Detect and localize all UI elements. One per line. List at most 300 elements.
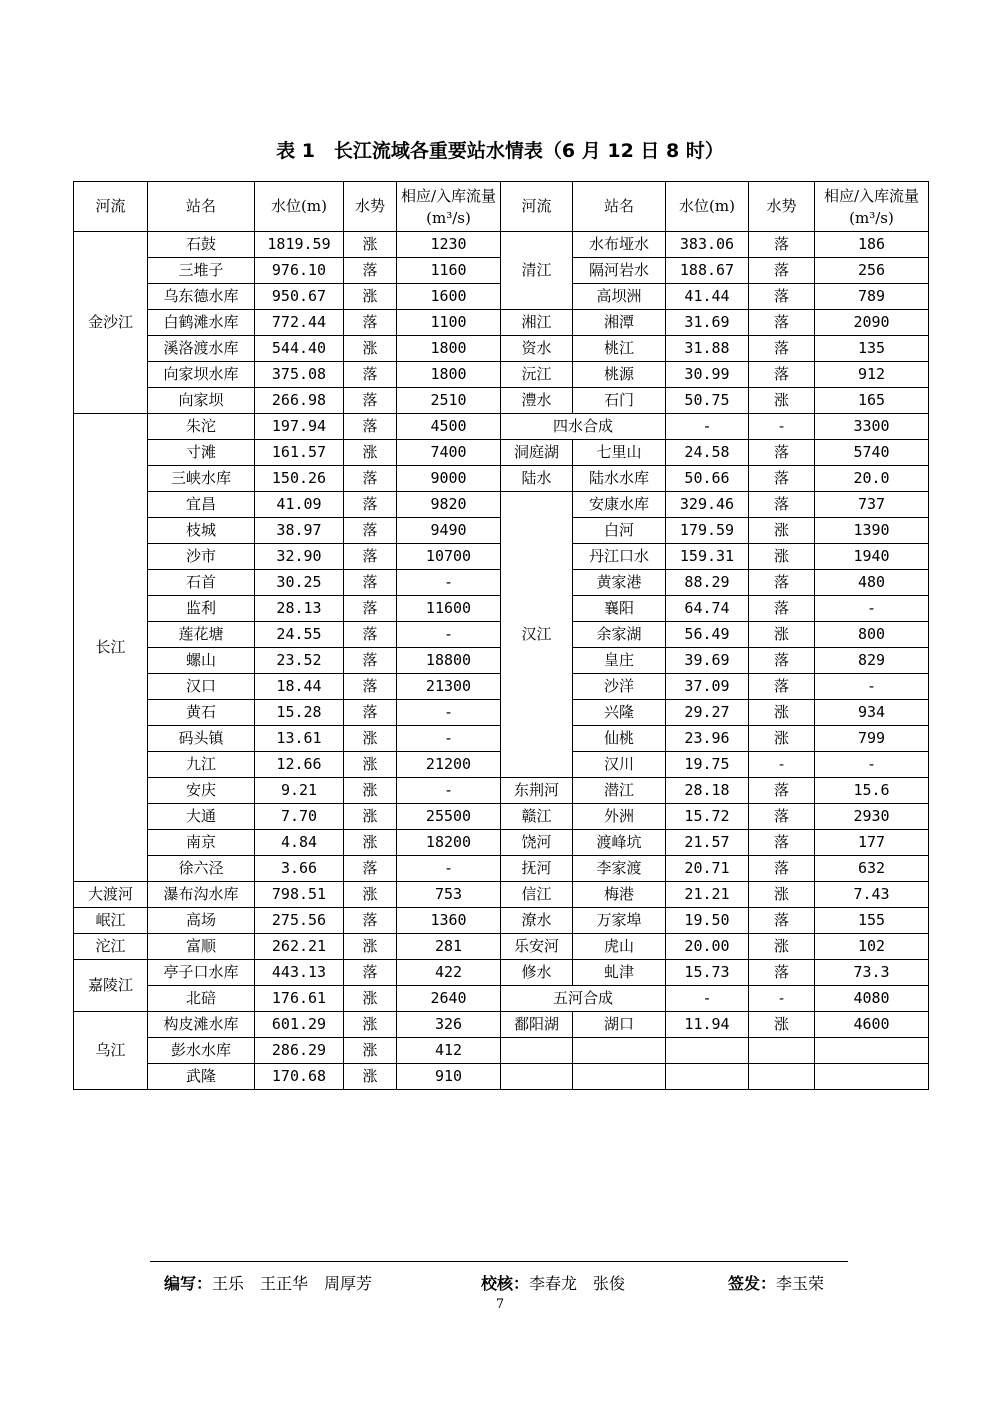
flow-value: 910 [397,1064,501,1090]
water-level: 159.31 [666,544,749,570]
station-name: 向家坝水库 [148,362,255,388]
flow-value: 2090 [815,310,929,336]
flow-value: - [397,570,501,596]
header-flow-right: 相应/入库流量(m³/s) [815,182,929,232]
station-name: 亭子口水库 [148,960,255,986]
station-name: 湘潭 [573,310,666,336]
water-trend: 落 [749,336,815,362]
table-row [74,1012,929,1038]
header-level-right: 水位(m) [666,182,749,232]
table-row [74,1064,929,1090]
water-trend: 涨 [344,752,397,778]
flow-value: - [397,778,501,804]
checker-names: 李春龙 张俊 [529,1274,626,1293]
water-level: 976.10 [255,258,344,284]
station-name: 梅港 [573,882,666,908]
water-level: 3.66 [255,856,344,882]
water-trend: 涨 [344,934,397,960]
header-flow-left: 相应/入库流量(m³/s) [397,182,501,232]
water-level: 544.40 [255,336,344,362]
river-name-left: 岷江 [74,908,148,934]
water-level: 188.67 [666,258,749,284]
water-level: 383.06 [666,232,749,258]
water-trend: 落 [749,856,815,882]
water-level: 50.66 [666,466,749,492]
station-name: 徐六泾 [148,856,255,882]
water-level: 23.96 [666,726,749,752]
flow-value: 2510 [397,388,501,414]
river-name-right: 资水 [501,336,573,362]
station-name: 武隆 [148,1064,255,1090]
water-trend: 涨 [749,1012,815,1038]
flow-value: 186 [815,232,929,258]
issuer-name: 李玉荣 [776,1274,825,1293]
river-name-right: 抚河 [501,856,573,882]
water-level: 31.69 [666,310,749,336]
water-trend: 落 [344,258,397,284]
footer-issuer [728,1271,824,1294]
water-level: 329.46 [666,492,749,518]
station-name: 沙市 [148,544,255,570]
water-trend: 落 [344,388,397,414]
header-river-left: 河流 [74,182,148,232]
water-trend: 落 [749,284,815,310]
station-name: 汉川 [573,752,666,778]
river-name-right [501,1064,573,1090]
table-row [74,960,929,986]
water-level: 50.75 [666,388,749,414]
river-name-right: 澧水 [501,388,573,414]
river-name-right: 东荆河 [501,778,573,804]
flow-value: 2930 [815,804,929,830]
flow-value: 21200 [397,752,501,778]
water-level: 56.49 [666,622,749,648]
water-level: 28.13 [255,596,344,622]
flow-value: 11600 [397,596,501,622]
water-trend: 落 [749,362,815,388]
water-trend: 落 [344,700,397,726]
header-trend-left: 水势 [344,182,397,232]
table-row [74,232,929,258]
water-trend: 涨 [344,336,397,362]
water-level: 37.09 [666,674,749,700]
flow-value: 326 [397,1012,501,1038]
table-row [74,986,929,1012]
water-trend: 涨 [344,882,397,908]
table-row [74,466,929,492]
water-level: 30.99 [666,362,749,388]
river-name-left: 乌江 [74,1012,148,1090]
flow-value: 9820 [397,492,501,518]
flow-value: 21300 [397,674,501,700]
water-trend: 落 [749,492,815,518]
station-name: 七里山 [573,440,666,466]
flow-value: - [815,674,929,700]
station-name: 虬津 [573,960,666,986]
flow-value: 912 [815,362,929,388]
flow-value: 422 [397,960,501,986]
water-level: 798.51 [255,882,344,908]
water-trend: 落 [344,492,397,518]
flow-value: 1600 [397,284,501,310]
station-name: 汉口 [148,674,255,700]
water-level: 28.18 [666,778,749,804]
footer-checkers [481,1271,625,1294]
river-name-right: 鄱阳湖 [501,1012,573,1038]
station-name: 螺山 [148,648,255,674]
river-name-right: 修水 [501,960,573,986]
water-level: 30.25 [255,570,344,596]
water-level: 38.97 [255,518,344,544]
water-trend: 涨 [344,986,397,1012]
water-level: 39.69 [666,648,749,674]
water-trend: 落 [344,622,397,648]
flow-value: 25500 [397,804,501,830]
water-level: 7.70 [255,804,344,830]
flow-value: 934 [815,700,929,726]
water-trend: 涨 [344,232,397,258]
table-row [74,414,929,440]
flow-value: 7400 [397,440,501,466]
flow-value: - [815,596,929,622]
station-name: 三堆子 [148,258,255,284]
water-level: 179.59 [666,518,749,544]
water-level: 31.88 [666,336,749,362]
table-row [74,492,929,518]
table-header-row [74,182,929,232]
water-trend: 落 [749,648,815,674]
station-name: 兴隆 [573,700,666,726]
water-level [666,1064,749,1090]
water-level: 275.56 [255,908,344,934]
water-trend: 涨 [749,518,815,544]
water-trend: 涨 [344,778,397,804]
water-trend: 涨 [344,440,397,466]
water-level: 41.44 [666,284,749,310]
station-name: 潜江 [573,778,666,804]
flow-value: 5740 [815,440,929,466]
flow-value: 789 [815,284,929,310]
river-name-right: 赣江 [501,804,573,830]
table-row [74,934,929,960]
flow-value: 1800 [397,336,501,362]
station-name: 富顺 [148,934,255,960]
water-trend: 落 [749,674,815,700]
water-level: 15.28 [255,700,344,726]
water-level: 29.27 [666,700,749,726]
flow-value: 1160 [397,258,501,284]
table-row [74,804,929,830]
water-level: 1819.59 [255,232,344,258]
station-name: 李家渡 [573,856,666,882]
flow-value: 20.0 [815,466,929,492]
station-name: 皇庄 [573,648,666,674]
table-row [74,1038,929,1064]
water-trend: 落 [344,908,397,934]
flow-value: 753 [397,882,501,908]
water-trend: 涨 [344,284,397,310]
station-name: 湖口 [573,1012,666,1038]
table-row [74,336,929,362]
river-name-left: 长江 [74,414,148,882]
station-name: 彭水水库 [148,1038,255,1064]
footer-divider [150,1261,848,1262]
river-name-right: 湘江 [501,310,573,336]
station-name: 枝城 [148,518,255,544]
table-row [74,830,929,856]
water-trend: 落 [344,544,397,570]
flow-value: 155 [815,908,929,934]
station-name: 万家埠 [573,908,666,934]
station-name: 水布垭水 [573,232,666,258]
water-trend: 落 [749,232,815,258]
water-level: 13.61 [255,726,344,752]
flow-value: 3300 [815,414,929,440]
river-name-left: 沱江 [74,934,148,960]
station-name: 九江 [148,752,255,778]
water-level: 197.94 [255,414,344,440]
flow-value: 135 [815,336,929,362]
flow-value: 4080 [815,986,929,1012]
water-level: 24.58 [666,440,749,466]
header-level-left: 水位(m) [255,182,344,232]
flow-value [815,1064,929,1090]
river-name-right: 五河合成 [501,986,666,1012]
station-name: 瀑布沟水库 [148,882,255,908]
header-trend-right: 水势 [749,182,815,232]
page-number: 7 [495,1297,505,1312]
station-name: 南京 [148,830,255,856]
water-level: 266.98 [255,388,344,414]
water-trend: 落 [749,258,815,284]
water-level: 176.61 [255,986,344,1012]
table-row [74,310,929,336]
station-name: 乌东德水库 [148,284,255,310]
water-trend: - [749,752,815,778]
water-trend: 落 [749,804,815,830]
water-trend: 涨 [749,882,815,908]
water-level: 41.09 [255,492,344,518]
station-name: 宜昌 [148,492,255,518]
water-level: 950.67 [255,284,344,310]
water-trend: 落 [344,570,397,596]
water-level: 4.84 [255,830,344,856]
water-trend: 落 [344,310,397,336]
water-trend: 涨 [344,804,397,830]
flow-value: 632 [815,856,929,882]
water-trend: 落 [749,440,815,466]
flow-value: 9490 [397,518,501,544]
river-name-right: 沅江 [501,362,573,388]
water-level: 150.26 [255,466,344,492]
river-name-right: 潦水 [501,908,573,934]
water-level: 286.29 [255,1038,344,1064]
water-trend: 涨 [344,1064,397,1090]
flow-value: - [397,700,501,726]
station-name: 隔河岩水 [573,258,666,284]
station-name: 安康水库 [573,492,666,518]
writer-names: 王乐 王正华 周厚芳 [212,1274,373,1293]
water-level: 18.44 [255,674,344,700]
flow-value: 799 [815,726,929,752]
flow-value [815,1038,929,1064]
water-trend: 落 [749,830,815,856]
table-row [74,362,929,388]
water-level: 32.90 [255,544,344,570]
water-level: 15.72 [666,804,749,830]
water-trend: 落 [749,908,815,934]
station-name: 白鹤滩水库 [148,310,255,336]
water-trend: 涨 [344,726,397,752]
water-level: 161.57 [255,440,344,466]
flow-value: 480 [815,570,929,596]
water-level: 19.75 [666,752,749,778]
flow-value: - [397,856,501,882]
water-trend [749,1038,815,1064]
water-trend: - [749,414,815,440]
writer-label: 编写： [164,1274,213,1293]
flow-value: 1390 [815,518,929,544]
water-level: 24.55 [255,622,344,648]
station-name: 沙洋 [573,674,666,700]
river-name-left: 嘉陵江 [74,960,148,1012]
station-name: 白河 [573,518,666,544]
flow-value: 7.43 [815,882,929,908]
water-level: 88.29 [666,570,749,596]
water-trend: 落 [344,362,397,388]
water-level: 170.68 [255,1064,344,1090]
water-trend: 涨 [749,544,815,570]
flow-value: 18200 [397,830,501,856]
water-level: 11.94 [666,1012,749,1038]
station-name: 安庆 [148,778,255,804]
water-trend: 落 [749,570,815,596]
water-trend: 涨 [749,726,815,752]
water-trend [749,1064,815,1090]
station-name: 莲花塘 [148,622,255,648]
header-river-right: 河流 [501,182,573,232]
river-name-right: 清江 [501,232,573,310]
flow-value: 1360 [397,908,501,934]
flow-value: 177 [815,830,929,856]
water-trend: - [749,986,815,1012]
river-name-right: 乐安河 [501,934,573,960]
station-name [573,1064,666,1090]
water-trend: 落 [344,960,397,986]
table-row [74,882,929,908]
station-name: 桃源 [573,362,666,388]
flow-value: 737 [815,492,929,518]
water-trend: 落 [344,674,397,700]
river-name-left: 大渡河 [74,882,148,908]
water-level: 601.29 [255,1012,344,1038]
water-trend: 落 [344,518,397,544]
flow-value: 1940 [815,544,929,570]
river-name-right: 汉江 [501,492,573,778]
table-row [74,440,929,466]
station-name: 黄家港 [573,570,666,596]
flow-value: 1100 [397,310,501,336]
water-trend: 落 [344,648,397,674]
station-name: 溪洛渡水库 [148,336,255,362]
station-name: 朱沱 [148,414,255,440]
water-trend: 涨 [749,700,815,726]
flow-value: 1230 [397,232,501,258]
water-trend: 落 [749,596,815,622]
checker-label: 校核： [481,1274,530,1293]
flow-value: - [815,752,929,778]
flow-value: 18800 [397,648,501,674]
water-level: - [666,414,749,440]
station-name: 大通 [148,804,255,830]
water-level: 21.57 [666,830,749,856]
water-level: 23.52 [255,648,344,674]
river-name-left: 金沙江 [74,232,148,414]
station-name [573,1038,666,1064]
flow-value: 281 [397,934,501,960]
station-name: 渡峰坑 [573,830,666,856]
table-row [74,856,929,882]
water-level: 64.74 [666,596,749,622]
water-trend: 涨 [344,830,397,856]
station-name: 桃江 [573,336,666,362]
station-name: 码头镇 [148,726,255,752]
river-name-right: 洞庭湖 [501,440,573,466]
flow-value: 1800 [397,362,501,388]
flow-value: 73.3 [815,960,929,986]
station-name: 丹江口水 [573,544,666,570]
water-trend: 落 [344,466,397,492]
header-station-left: 站名 [148,182,255,232]
water-level: 9.21 [255,778,344,804]
water-trend: 涨 [749,622,815,648]
flow-value: 15.6 [815,778,929,804]
flow-value: 4500 [397,414,501,440]
station-name: 三峡水库 [148,466,255,492]
header-station-right: 站名 [573,182,666,232]
river-name-right [501,1038,573,1064]
flow-value: 9000 [397,466,501,492]
flow-value: 102 [815,934,929,960]
water-trend: 涨 [344,1038,397,1064]
station-name: 虎山 [573,934,666,960]
flow-value: 10700 [397,544,501,570]
station-name: 余家湖 [573,622,666,648]
footer-writers [164,1271,372,1294]
water-level: 19.50 [666,908,749,934]
station-name: 石门 [573,388,666,414]
flow-value: - [397,622,501,648]
table-row [74,778,929,804]
water-level: 443.13 [255,960,344,986]
flow-value: - [397,726,501,752]
water-trend: 落 [749,960,815,986]
water-trend: 落 [749,310,815,336]
water-level: 12.66 [255,752,344,778]
water-level: - [666,986,749,1012]
water-trend: 涨 [749,934,815,960]
water-trend: 落 [344,414,397,440]
flow-value: 4600 [815,1012,929,1038]
water-level: 262.21 [255,934,344,960]
station-name: 陆水水库 [573,466,666,492]
water-level: 375.08 [255,362,344,388]
water-regime-table [73,181,929,1090]
flow-value: 800 [815,622,929,648]
station-name: 外洲 [573,804,666,830]
station-name: 仙桃 [573,726,666,752]
water-level: 772.44 [255,310,344,336]
